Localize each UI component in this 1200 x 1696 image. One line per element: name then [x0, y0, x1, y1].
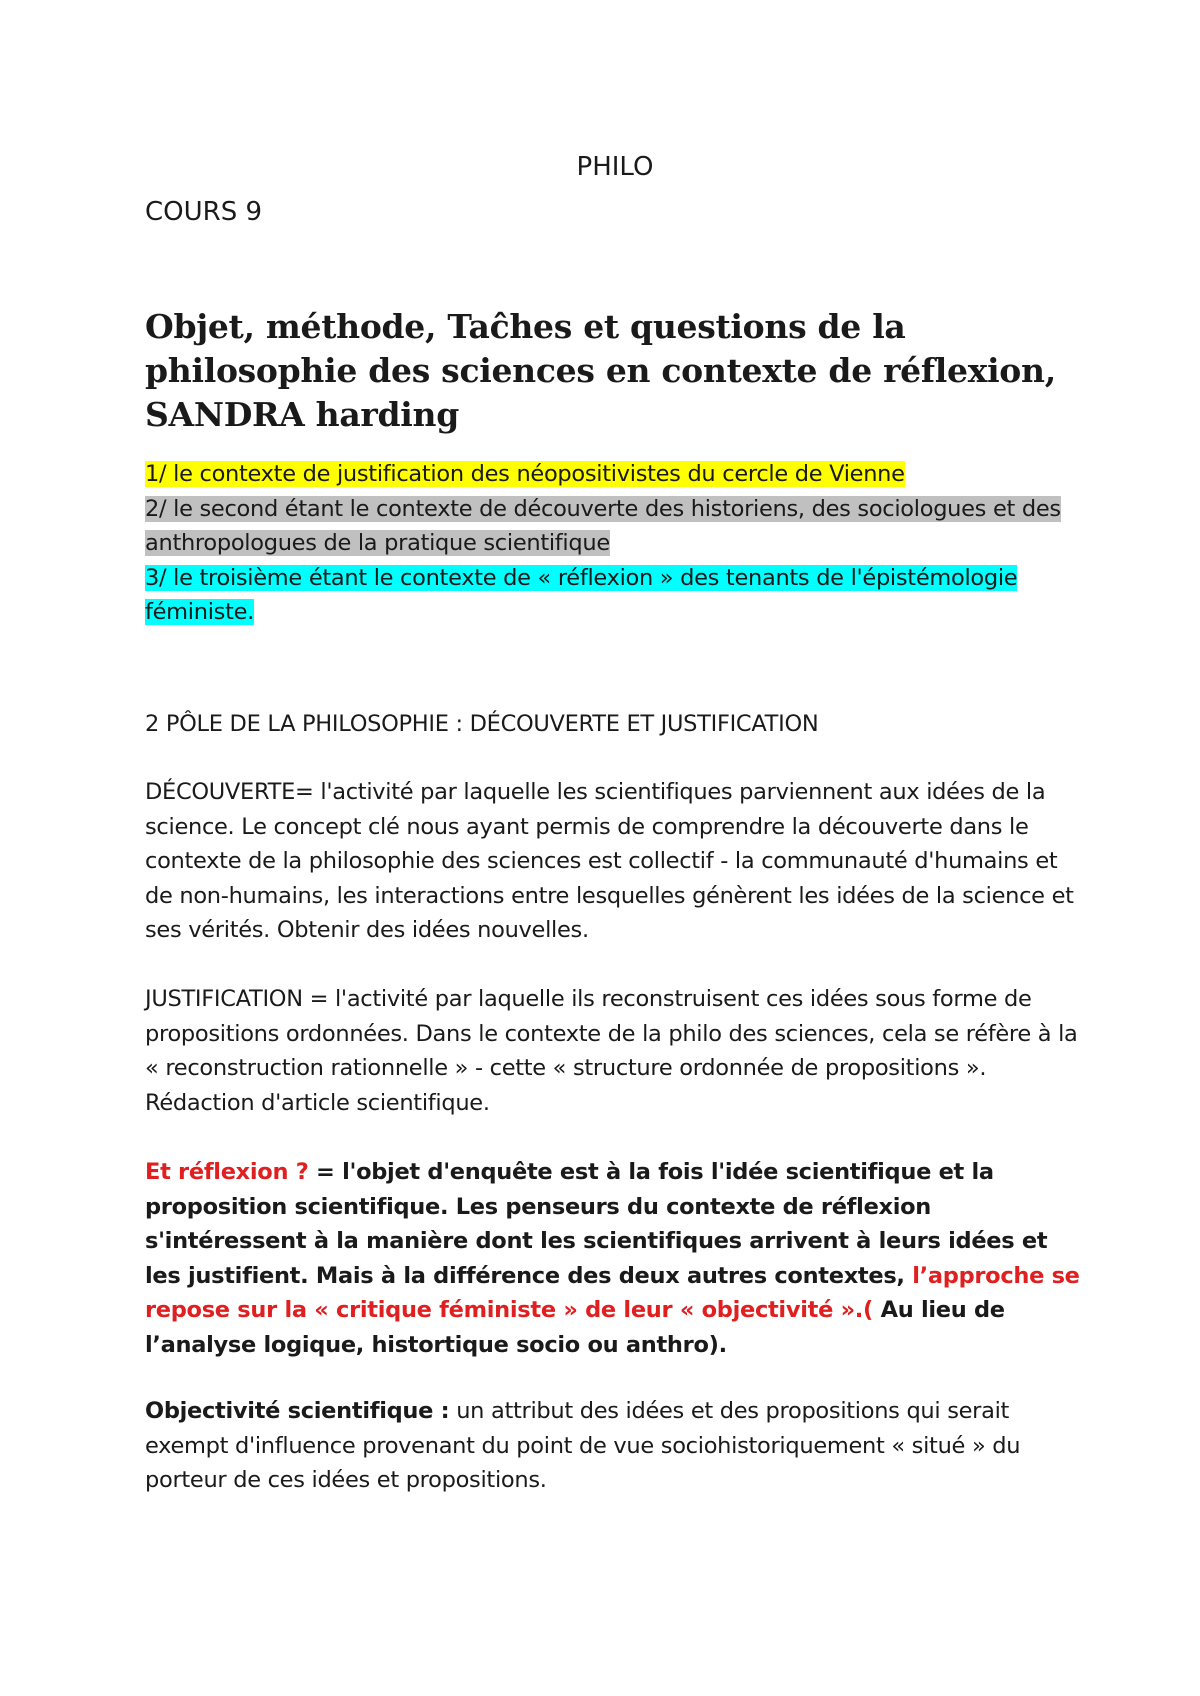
list-item [145, 561, 1085, 630]
list-item [145, 457, 1085, 492]
main-heading: Objet, méthode, Taĉhes et questions de la philosophie des sciences en contexte de réflexion, SANDRA harding [145, 307, 1056, 434]
course-label: COURS 9 [145, 197, 263, 227]
document-title: PHILO [576, 152, 654, 182]
reflexion-label: Et réflexion ? [145, 1159, 309, 1185]
objectivite-text: un attribut des idées et des propositions qui serait exempt d'influence provenant du point de vue sociohistoriquement « situé » du porteur de ces idées et propositions. [145, 1398, 1021, 1493]
list-item [145, 492, 1085, 561]
reflexion-text-end: Au lieu de l’analyse logique, histortique socio ou anthro). [145, 1297, 1005, 1358]
objectivite-paragraph [145, 1394, 1085, 1498]
highlight-cyan: 3/ le troisième étant le contexte de « réflexion » des tenants de l'épistémologie féministe. [145, 564, 1018, 625]
decouverte-paragraph: DÉCOUVERTE= l'activité par laquelle les scientifiques parviennent aux idées de la science. Le concept clé nous ayant permis de comprendre la découverte dans le contexte de la philosophie des sciences est collectif - la communauté d'humains et de non-humains, les interactions entre lesquelles génèrent les idées de la science et ses vérités. Obtenir des idées nouvelles. [145, 779, 1074, 943]
reflexion-paragraph [145, 1155, 1085, 1362]
highlight-gray: 2/ le second étant le contexte de découverte des historiens, des sociologues et des anthropologues de la pratique scientifique [145, 495, 1061, 556]
reflexion-text: = l'objet d'enquête est à la fois l'idée scientifique et la proposition scientifique. Les penseurs du contexte de réflexion s'intéressent à la manière dont les scientifiques arrivent à leurs idées et les justifient. Mais à la différence des deux autres contextes, [145, 1159, 1048, 1289]
justification-paragraph: JUSTIFICATION = l'activité par laquelle ils reconstruisent ces idées sous forme de propositions ordonnées. Dans le contexte de la philo des sciences, cela se réfère à la « reconstruction rationnelle » - cette « structure ordonnée de propositions ». Rédaction d'article scientifique. [145, 986, 1078, 1116]
context-list [145, 457, 1085, 630]
highlight-yellow: 1/ le contexte de justification des néopositivistes du cercle de Vienne [145, 461, 905, 487]
reflexion-highlight: l’approche se repose sur la « critique féministe » de leur « objectivité ».( [145, 1262, 1080, 1323]
objectivite-label: Objectivité scientifique : [145, 1398, 450, 1424]
section-title: 2 PÔLE DE LA PHILOSOPHIE : DÉCOUVERTE ET JUSTIFICATION [145, 711, 819, 737]
